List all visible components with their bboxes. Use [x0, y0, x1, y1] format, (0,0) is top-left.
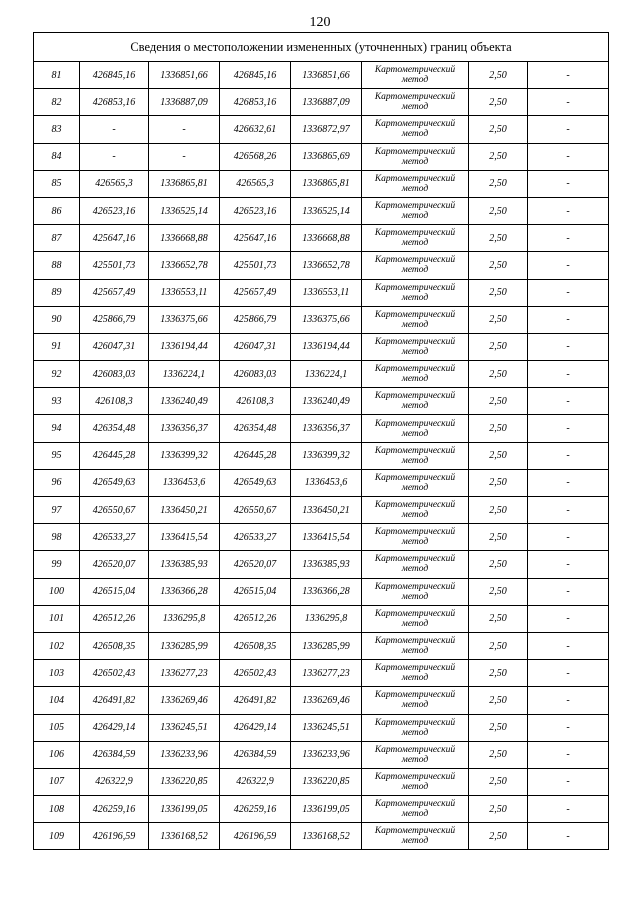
y-new-cell: 1336385,93 [291, 551, 362, 578]
description-cell: - [528, 578, 609, 605]
description-cell: - [528, 89, 609, 116]
x-existing-cell: 426565,3 [80, 170, 149, 197]
method-cell: Картометрический метод [362, 197, 469, 224]
x-existing-cell: 426445,28 [80, 442, 149, 469]
table-row [34, 197, 609, 224]
y-new-cell: 1336453,6 [291, 469, 362, 496]
table-row [34, 714, 609, 741]
method-cell: Картометрический метод [362, 741, 469, 768]
method-cell: Картометрический метод [362, 279, 469, 306]
method-cell: Картометрический метод [362, 388, 469, 415]
method-cell: Картометрический метод [362, 143, 469, 170]
table-title: Сведения о местоположении измененных (уточненных) границ объекта [34, 33, 609, 62]
description-cell: - [528, 660, 609, 687]
x-new-cell: 426533,27 [220, 524, 291, 551]
x-existing-cell: 426354,48 [80, 415, 149, 442]
table-row [34, 605, 609, 632]
point-number-cell: 97 [34, 497, 80, 524]
x-existing-cell: 426108,3 [80, 388, 149, 415]
table-row [34, 333, 609, 360]
table-row [34, 388, 609, 415]
precision-cell: 2,50 [469, 62, 528, 89]
description-cell: - [528, 170, 609, 197]
x-new-cell: 426259,16 [220, 796, 291, 823]
y-existing-cell: 1336199,05 [149, 796, 220, 823]
x-existing-cell: 426512,26 [80, 605, 149, 632]
y-existing-cell: 1336277,23 [149, 660, 220, 687]
method-cell: Картометрический метод [362, 605, 469, 632]
precision-cell: 2,50 [469, 252, 528, 279]
method-cell: Картометрический метод [362, 361, 469, 388]
y-new-cell: 1336553,11 [291, 279, 362, 306]
x-existing-cell: 426384,59 [80, 741, 149, 768]
y-new-cell: 1336415,54 [291, 524, 362, 551]
method-cell: Картометрический метод [362, 89, 469, 116]
description-cell: - [528, 796, 609, 823]
description-cell: - [528, 62, 609, 89]
x-existing-cell: 426322,9 [80, 768, 149, 795]
method-cell: Картометрический метод [362, 170, 469, 197]
point-number-cell: 105 [34, 714, 80, 741]
point-number-cell: 82 [34, 89, 80, 116]
y-existing-cell: 1336399,32 [149, 442, 220, 469]
table-row [34, 143, 609, 170]
y-existing-cell: 1336168,52 [149, 823, 220, 850]
y-existing-cell: 1336668,88 [149, 225, 220, 252]
y-new-cell: 1336375,66 [291, 306, 362, 333]
precision-cell: 2,50 [469, 333, 528, 360]
method-cell: Картометрический метод [362, 225, 469, 252]
x-new-cell: 426445,28 [220, 442, 291, 469]
method-cell: Картометрический метод [362, 823, 469, 850]
y-new-cell: 1336168,52 [291, 823, 362, 850]
y-existing-cell: 1336453,6 [149, 469, 220, 496]
y-existing-cell: 1336233,96 [149, 741, 220, 768]
y-new-cell: 1336285,99 [291, 632, 362, 659]
x-existing-cell: 426047,31 [80, 333, 149, 360]
precision-cell: 2,50 [469, 306, 528, 333]
y-existing-cell: - [149, 116, 220, 143]
precision-cell: 2,50 [469, 796, 528, 823]
precision-cell: 2,50 [469, 632, 528, 659]
method-cell: Картометрический метод [362, 551, 469, 578]
point-number-cell: 86 [34, 197, 80, 224]
method-cell: Картометрический метод [362, 252, 469, 279]
y-existing-cell: 1336851,66 [149, 62, 220, 89]
x-new-cell: 426565,3 [220, 170, 291, 197]
table-row [34, 823, 609, 850]
description-cell: - [528, 768, 609, 795]
point-number-cell: 101 [34, 605, 80, 632]
table-row [34, 116, 609, 143]
precision-cell: 2,50 [469, 415, 528, 442]
y-existing-cell: 1336450,21 [149, 497, 220, 524]
coordinates-table [33, 32, 609, 850]
x-new-cell: 426549,63 [220, 469, 291, 496]
point-number-cell: 99 [34, 551, 80, 578]
y-existing-cell: 1336245,51 [149, 714, 220, 741]
description-cell: - [528, 687, 609, 714]
x-existing-cell: 425647,16 [80, 225, 149, 252]
x-existing-cell: - [80, 116, 149, 143]
method-cell: Картометрический метод [362, 687, 469, 714]
y-existing-cell: 1336385,93 [149, 551, 220, 578]
method-cell: Картометрический метод [362, 796, 469, 823]
description-cell: - [528, 605, 609, 632]
y-new-cell: 1336872,97 [291, 116, 362, 143]
precision-cell: 2,50 [469, 578, 528, 605]
x-new-cell: 425866,79 [220, 306, 291, 333]
x-existing-cell: 426196,59 [80, 823, 149, 850]
point-number-cell: 108 [34, 796, 80, 823]
table-row [34, 225, 609, 252]
y-new-cell: 1336399,32 [291, 442, 362, 469]
point-number-cell: 100 [34, 578, 80, 605]
table-row [34, 578, 609, 605]
x-new-cell: 426083,03 [220, 361, 291, 388]
precision-cell: 2,50 [469, 768, 528, 795]
precision-cell: 2,50 [469, 116, 528, 143]
y-new-cell: 1336668,88 [291, 225, 362, 252]
method-cell: Картометрический метод [362, 578, 469, 605]
table-row [34, 632, 609, 659]
description-cell: - [528, 469, 609, 496]
table-row [34, 279, 609, 306]
point-number-cell: 107 [34, 768, 80, 795]
x-existing-cell: 425657,49 [80, 279, 149, 306]
y-new-cell: 1336269,46 [291, 687, 362, 714]
point-number-cell: 109 [34, 823, 80, 850]
precision-cell: 2,50 [469, 442, 528, 469]
method-cell: Картометрический метод [362, 442, 469, 469]
table-row [34, 361, 609, 388]
precision-cell: 2,50 [469, 714, 528, 741]
point-number-cell: 102 [34, 632, 80, 659]
page-number: 120 [309, 15, 331, 30]
precision-cell: 2,50 [469, 741, 528, 768]
point-number-cell: 83 [34, 116, 80, 143]
y-existing-cell: 1336652,78 [149, 252, 220, 279]
y-existing-cell: 1336240,49 [149, 388, 220, 415]
y-new-cell: 1336224,1 [291, 361, 362, 388]
precision-cell: 2,50 [469, 143, 528, 170]
description-cell: - [528, 442, 609, 469]
x-new-cell: 426322,9 [220, 768, 291, 795]
x-new-cell: 426384,59 [220, 741, 291, 768]
table-row [34, 469, 609, 496]
y-new-cell: 1336865,69 [291, 143, 362, 170]
method-cell: Картометрический метод [362, 62, 469, 89]
table-row [34, 796, 609, 823]
x-existing-cell: 426550,67 [80, 497, 149, 524]
precision-cell: 2,50 [469, 469, 528, 496]
description-cell: - [528, 333, 609, 360]
y-new-cell: 1336366,28 [291, 578, 362, 605]
table-row [34, 497, 609, 524]
precision-cell: 2,50 [469, 551, 528, 578]
y-new-cell: 1336865,81 [291, 170, 362, 197]
method-cell: Картометрический метод [362, 632, 469, 659]
y-new-cell: 1336199,05 [291, 796, 362, 823]
description-cell: - [528, 143, 609, 170]
x-new-cell: 426568,26 [220, 143, 291, 170]
table-row [34, 442, 609, 469]
precision-cell: 2,50 [469, 225, 528, 252]
method-cell: Картометрический метод [362, 306, 469, 333]
y-new-cell: 1336194,44 [291, 333, 362, 360]
y-new-cell: 1336220,85 [291, 768, 362, 795]
precision-cell: 2,50 [469, 89, 528, 116]
description-cell: - [528, 497, 609, 524]
y-existing-cell: 1336553,11 [149, 279, 220, 306]
x-existing-cell: 425501,73 [80, 252, 149, 279]
y-new-cell: 1336356,37 [291, 415, 362, 442]
point-number-cell: 90 [34, 306, 80, 333]
table-row [34, 306, 609, 333]
x-existing-cell: 426508,35 [80, 632, 149, 659]
y-existing-cell: 1336295,8 [149, 605, 220, 632]
y-existing-cell: 1336224,1 [149, 361, 220, 388]
y-existing-cell: 1336525,14 [149, 197, 220, 224]
x-existing-cell: 426523,16 [80, 197, 149, 224]
x-new-cell: 426515,04 [220, 578, 291, 605]
point-number-cell: 91 [34, 333, 80, 360]
table-header-row [34, 33, 609, 62]
point-number-cell: 106 [34, 741, 80, 768]
description-cell: - [528, 361, 609, 388]
precision-cell: 2,50 [469, 361, 528, 388]
precision-cell: 2,50 [469, 170, 528, 197]
table-row [34, 170, 609, 197]
y-existing-cell: 1336194,44 [149, 333, 220, 360]
point-number-cell: 88 [34, 252, 80, 279]
point-number-cell: 85 [34, 170, 80, 197]
description-cell: - [528, 823, 609, 850]
table-body [34, 33, 609, 850]
method-cell: Картометрический метод [362, 469, 469, 496]
precision-cell: 2,50 [469, 687, 528, 714]
point-number-cell: 96 [34, 469, 80, 496]
y-existing-cell: 1336366,28 [149, 578, 220, 605]
y-new-cell: 1336277,23 [291, 660, 362, 687]
precision-cell: 2,50 [469, 497, 528, 524]
point-number-cell: 84 [34, 143, 80, 170]
y-existing-cell: 1336356,37 [149, 415, 220, 442]
point-number-cell: 95 [34, 442, 80, 469]
method-cell: Картометрический метод [362, 497, 469, 524]
method-cell: Картометрический метод [362, 415, 469, 442]
x-existing-cell: 425866,79 [80, 306, 149, 333]
x-new-cell: 425647,16 [220, 225, 291, 252]
point-number-cell: 89 [34, 279, 80, 306]
description-cell: - [528, 252, 609, 279]
description-cell: - [528, 632, 609, 659]
description-cell: - [528, 116, 609, 143]
table-row [34, 89, 609, 116]
precision-cell: 2,50 [469, 660, 528, 687]
point-number-cell: 104 [34, 687, 80, 714]
precision-cell: 2,50 [469, 823, 528, 850]
method-cell: Картометрический метод [362, 768, 469, 795]
x-new-cell: 426108,3 [220, 388, 291, 415]
x-new-cell: 426845,16 [220, 62, 291, 89]
x-new-cell: 426632,61 [220, 116, 291, 143]
point-number-cell: 103 [34, 660, 80, 687]
x-existing-cell: 426429,14 [80, 714, 149, 741]
x-new-cell: 426429,14 [220, 714, 291, 741]
x-existing-cell: 426502,43 [80, 660, 149, 687]
precision-cell: 2,50 [469, 197, 528, 224]
point-number-cell: 81 [34, 62, 80, 89]
x-new-cell: 426550,67 [220, 497, 291, 524]
x-existing-cell: 426520,07 [80, 551, 149, 578]
x-new-cell: 426523,16 [220, 197, 291, 224]
x-existing-cell: 426259,16 [80, 796, 149, 823]
x-existing-cell: 426549,63 [80, 469, 149, 496]
table-row [34, 687, 609, 714]
x-existing-cell: 426845,16 [80, 62, 149, 89]
y-new-cell: 1336233,96 [291, 741, 362, 768]
method-cell: Картометрический метод [362, 714, 469, 741]
point-number-cell: 93 [34, 388, 80, 415]
x-existing-cell: - [80, 143, 149, 170]
point-number-cell: 98 [34, 524, 80, 551]
table-row [34, 62, 609, 89]
y-existing-cell: 1336865,81 [149, 170, 220, 197]
x-new-cell: 426520,07 [220, 551, 291, 578]
y-new-cell: 1336525,14 [291, 197, 362, 224]
precision-cell: 2,50 [469, 524, 528, 551]
description-cell: - [528, 388, 609, 415]
method-cell: Картометрический метод [362, 660, 469, 687]
y-new-cell: 1336450,21 [291, 497, 362, 524]
table-row [34, 551, 609, 578]
method-cell: Картометрический метод [362, 116, 469, 143]
x-new-cell: 425501,73 [220, 252, 291, 279]
y-new-cell: 1336240,49 [291, 388, 362, 415]
description-cell: - [528, 551, 609, 578]
x-new-cell: 426491,82 [220, 687, 291, 714]
x-existing-cell: 426533,27 [80, 524, 149, 551]
y-new-cell: 1336245,51 [291, 714, 362, 741]
y-existing-cell: 1336415,54 [149, 524, 220, 551]
x-new-cell: 425657,49 [220, 279, 291, 306]
point-number-cell: 87 [34, 225, 80, 252]
description-cell: - [528, 714, 609, 741]
x-existing-cell: 426515,04 [80, 578, 149, 605]
table-row [34, 660, 609, 687]
table-row [34, 768, 609, 795]
precision-cell: 2,50 [469, 388, 528, 415]
precision-cell: 2,50 [469, 279, 528, 306]
method-cell: Картометрический метод [362, 333, 469, 360]
y-existing-cell: 1336269,46 [149, 687, 220, 714]
description-cell: - [528, 279, 609, 306]
x-existing-cell: 426853,16 [80, 89, 149, 116]
x-new-cell: 426354,48 [220, 415, 291, 442]
x-existing-cell: 426083,03 [80, 361, 149, 388]
description-cell: - [528, 524, 609, 551]
y-new-cell: 1336652,78 [291, 252, 362, 279]
table-row [34, 415, 609, 442]
point-number-cell: 92 [34, 361, 80, 388]
y-existing-cell: - [149, 143, 220, 170]
description-cell: - [528, 197, 609, 224]
table-row [34, 524, 609, 551]
description-cell: - [528, 741, 609, 768]
y-existing-cell: 1336220,85 [149, 768, 220, 795]
y-existing-cell: 1336285,99 [149, 632, 220, 659]
table-row [34, 252, 609, 279]
x-existing-cell: 426491,82 [80, 687, 149, 714]
y-existing-cell: 1336375,66 [149, 306, 220, 333]
x-new-cell: 426196,59 [220, 823, 291, 850]
y-existing-cell: 1336887,09 [149, 89, 220, 116]
description-cell: - [528, 415, 609, 442]
y-new-cell: 1336851,66 [291, 62, 362, 89]
table-row [34, 741, 609, 768]
description-cell: - [528, 225, 609, 252]
y-new-cell: 1336887,09 [291, 89, 362, 116]
precision-cell: 2,50 [469, 605, 528, 632]
point-number-cell: 94 [34, 415, 80, 442]
x-new-cell: 426502,43 [220, 660, 291, 687]
x-new-cell: 426512,26 [220, 605, 291, 632]
description-cell: - [528, 306, 609, 333]
x-new-cell: 426508,35 [220, 632, 291, 659]
x-new-cell: 426853,16 [220, 89, 291, 116]
method-cell: Картометрический метод [362, 524, 469, 551]
x-new-cell: 426047,31 [220, 333, 291, 360]
y-new-cell: 1336295,8 [291, 605, 362, 632]
